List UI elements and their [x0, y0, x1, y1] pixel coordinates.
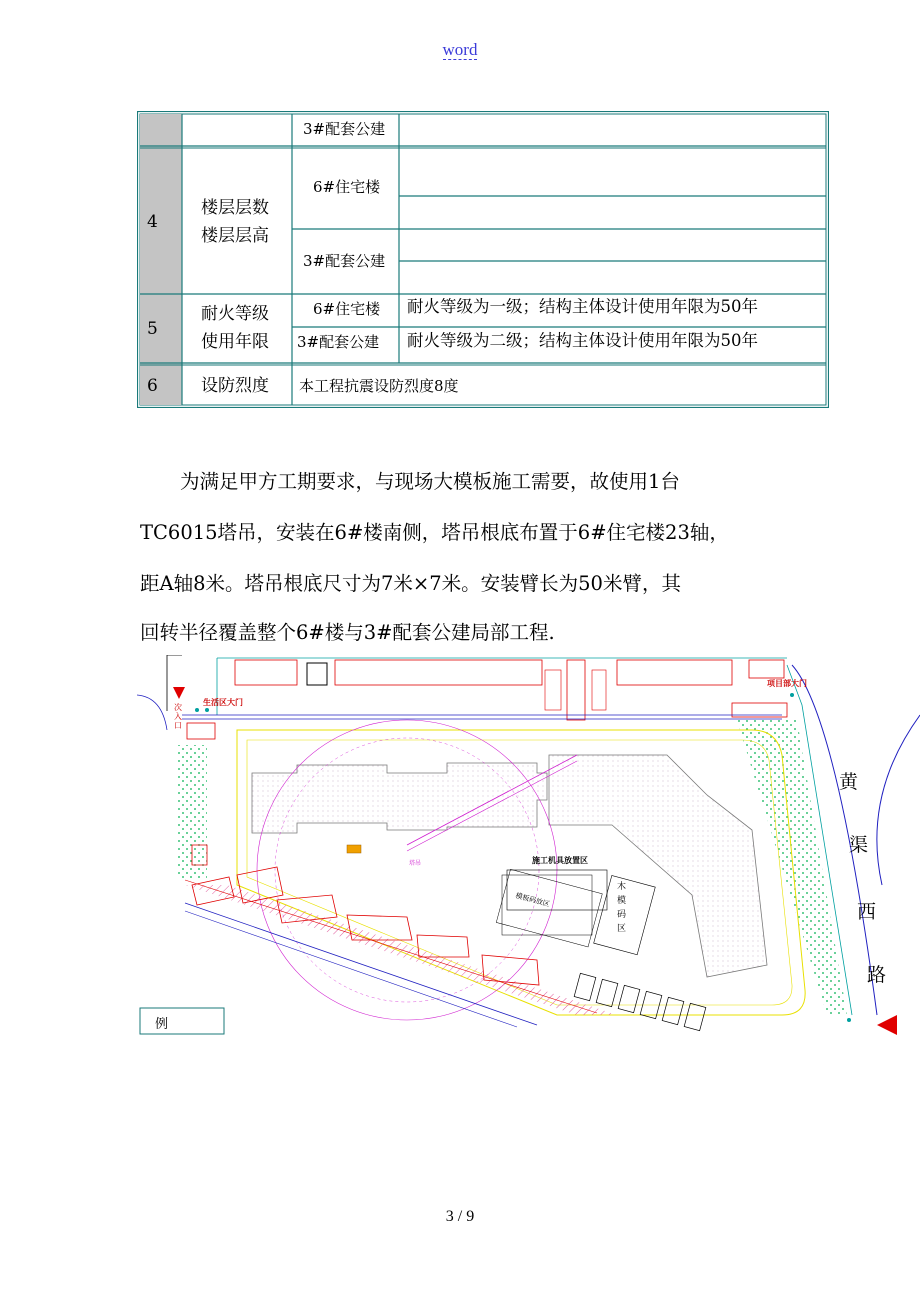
site-plan-drawing	[137, 655, 920, 1040]
wood-char-2: 模	[617, 896, 627, 906]
road-char-3: 西	[857, 901, 877, 923]
entrance-label: 次入口	[174, 703, 182, 730]
row5-num: 5	[147, 319, 158, 339]
row5-value2: 耐火等级为二级；结构主体设计使用年限为50年	[407, 331, 758, 350]
tool-area-label: 施工机具放置区	[532, 856, 588, 865]
row4-item-line1: 楼层层数	[201, 198, 269, 218]
row4-sub1: 6#住宅楼	[313, 178, 381, 196]
wood-char-3: 码	[617, 910, 627, 920]
row5-item-line2: 使用年限	[201, 332, 269, 352]
formwork-area-label: 模板码放区	[514, 891, 551, 909]
row5-sub1: 6#住宅楼	[313, 300, 381, 318]
wood-char-4: 区	[617, 924, 627, 934]
paragraph-line-2: TC6015塔吊，安装在6#楼南侧，塔吊根底布置于6#住宅楼23轴，	[140, 521, 729, 544]
row4-sub2: 3#配套公建	[303, 252, 386, 270]
row6-value: 本工程抗震设防烈度8度	[299, 377, 459, 395]
road-char-1: 黄	[839, 771, 859, 793]
row6-item: 设防烈度	[201, 376, 269, 396]
row5-value1: 耐火等级为一级；结构主体设计使用年限为50年	[407, 297, 758, 316]
header-word-link[interactable]	[0, 40, 920, 60]
paragraph-line-4: 回转半径覆盖整个6#楼与3#配套公建局部工程.	[140, 621, 555, 644]
wood-area-label	[617, 880, 627, 936]
table-grid	[137, 111, 829, 408]
row5-sub2: 3#配套公建	[297, 333, 380, 351]
site-plan-svg	[137, 655, 920, 1040]
legend-label: 例	[155, 1017, 169, 1032]
project-gate-label: 项目部大门	[767, 679, 807, 688]
row4-item-line2: 楼层层高	[201, 226, 269, 246]
row6-num: 6	[147, 376, 158, 396]
living-gate-label: 生活区大门	[203, 698, 243, 707]
header-link-text[interactable]: word	[442, 40, 478, 59]
row1-sub: 3#配套公建	[303, 120, 386, 138]
row5-item-line1: 耐火等级	[201, 304, 269, 324]
paragraph-line-1: 为满足甲方工期要求，与现场大模板施工需要，故使用1台	[180, 470, 680, 493]
tower-crane-label: 塔吊	[409, 860, 422, 867]
row4-num: 4	[147, 212, 158, 232]
road-char-4: 路	[867, 964, 887, 986]
road-char-2: 渠	[849, 834, 869, 856]
specification-table	[137, 111, 829, 408]
wood-char-1: 木	[617, 882, 627, 892]
paragraph-line-3: 距A轴8米。塔吊根底尺寸为7米×7米。安装臂长为50米臂，其	[140, 572, 681, 595]
page-number: 3 / 9	[445, 1208, 475, 1225]
